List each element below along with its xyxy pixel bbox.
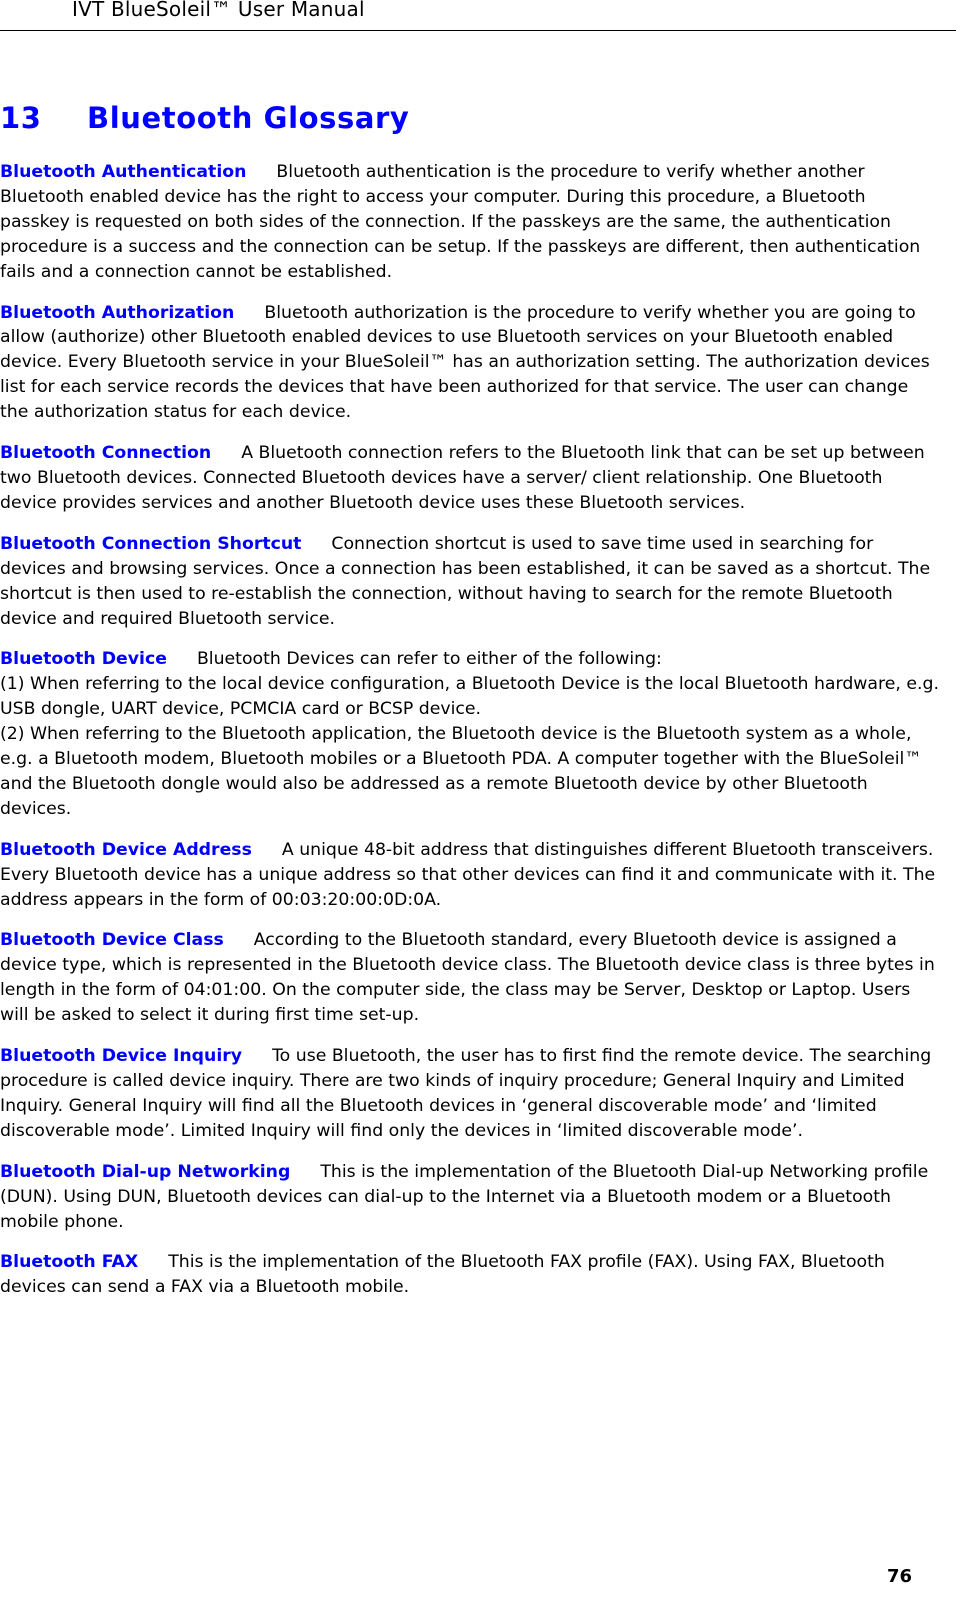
glossary-definition: To use Bluetooth, the user has to first find the remote device. The searching procedure is called device inquiry. There are two kinds of inquiry procedure; General Inquiry and Limited Inquiry. General Inquiry will find all the Bluetooth devices in ‘general discoverable mode’ and ‘limited discoverable mode’. Limited Inquiry will find only the devices in ‘limited discoverable mode’. (0, 1046, 932, 1141)
glossary-term: Bluetooth Authentication (0, 162, 247, 182)
glossary-definition: This is the implementation of the Bluetooth FAX profile (FAX). Using FAX, Bluetooth devices can send a FAX via a Bluetooth mobile. (0, 1252, 885, 1298)
page-number: 76 (886, 1566, 912, 1587)
glossary-definition: Bluetooth authentication is the procedure to verify whether another Bluetooth enabled device has the right to access your computer. During this procedure, a Bluetooth passkey is requested on both sides of the connection. If the passkeys are the same, the authentication procedure is a success and the connection can be setup. If the passkeys are different, then authentication fails and a connection cannot be established. (0, 162, 921, 282)
glossary-term: Bluetooth Connection (0, 443, 212, 464)
glossary-entry-device-address (0, 838, 940, 913)
glossary-definition: Connection shortcut is used to save time used in searching for devices and browsing services. Once a connection has been established, it can be saved as a shortcut. The shortcut is then used to re-establish the connection, without having to search for the remote Bluetooth device and required Bluetooth service. (0, 533, 931, 629)
glossary-definition: Bluetooth Devices can refer to either of the following: (196, 649, 662, 670)
glossary-entry-connection-shortcut (0, 532, 940, 632)
glossary-list (0, 160, 940, 1316)
glossary-term: Bluetooth FAX (0, 1252, 139, 1273)
glossary-definition-item-2: (2) When referring to the Bluetooth application, the Bluetooth device is the Bluetooth system as a whole, e.g. a Bluetooth modem, Bluetooth mobiles or a Bluetooth PDA. A computer together with the BlueSoleil™ and the Bluetooth dongle would also be addressed as a remote Bluetooth device by other Bluetooth devices. (0, 724, 922, 819)
glossary-term: Bluetooth Device Address (0, 839, 252, 860)
glossary-entry-dial-up-networking (0, 1160, 940, 1235)
glossary-definition: Bluetooth authorization is the procedure to verify whether you are going to allow (authorize) other Bluetooth enabled devices to use Bluetooth services on your Bluetooth enabled device. Every Bluetooth service in your BlueSoleil™ has an authorization setting. The authorization devices list for each service records the devices that have been authorized for that service. The user can change the authorization status for each device. (0, 302, 930, 423)
glossary-definition: A Bluetooth connection refers to the Bluetooth link that can be set up between two Bluetooth devices. Connected Bluetooth devices have a server/ client relationship. One Bluetooth device provides services and another Bluetooth device uses these Bluetooth services. (0, 443, 925, 513)
chapter-title-text: Bluetooth Glossary (87, 101, 410, 135)
glossary-entry-authentication (0, 160, 940, 285)
glossary-term: Bluetooth Authorization (0, 302, 235, 323)
glossary-term: Bluetooth Dial-up Networking (0, 1161, 291, 1182)
glossary-term: Bluetooth Device Class (0, 930, 224, 951)
glossary-term: Bluetooth Device Inquiry (0, 1046, 243, 1067)
glossary-entry-authorization (0, 301, 940, 426)
chapter-number: 13 (0, 101, 42, 135)
running-header: IVT BlueSoleil™ User Manual (72, 0, 365, 21)
glossary-entry-connection (0, 441, 940, 516)
glossary-term: Bluetooth Connection Shortcut (0, 533, 302, 554)
header-rule (0, 30, 956, 31)
glossary-entry-device-inquiry (0, 1044, 940, 1144)
glossary-definition-item-1: (1) When referring to the local device configuration, a Bluetooth Device is the local Bluetooth hardware, e.g. USB dongle, UART device, PCMCIA card or BCSP device. (0, 674, 939, 720)
glossary-definition: A unique 48-bit address that distinguishes different Bluetooth transceivers. Every Bluetooth device has a unique address so that other devices can find it and communicate with it. The address appears in the form of 00:03:20:00:0D:0A. (0, 839, 936, 910)
glossary-term: Bluetooth Device (0, 649, 167, 670)
glossary-definition: According to the Bluetooth standard, every Bluetooth device is assigned a device type, which is represented in the Bluetooth device class. The Bluetooth device class is three bytes in length in the form of 04:01:00. On the computer side, the class may be Server, Desktop or Laptop. Users will be asked to select it during first time set-up. (0, 930, 935, 1026)
glossary-entry-device-class (0, 928, 940, 1028)
glossary-entry-device (0, 647, 940, 821)
glossary-definition: This is the implementation of the Bluetooth Dial-up Networking profile (DUN). Using DUN, Bluetooth devices can dial-up to the Internet via a Bluetooth modem or a Bluetooth mobile phone. (0, 1161, 929, 1232)
chapter-title (0, 101, 410, 135)
glossary-entry-fax (0, 1250, 940, 1300)
